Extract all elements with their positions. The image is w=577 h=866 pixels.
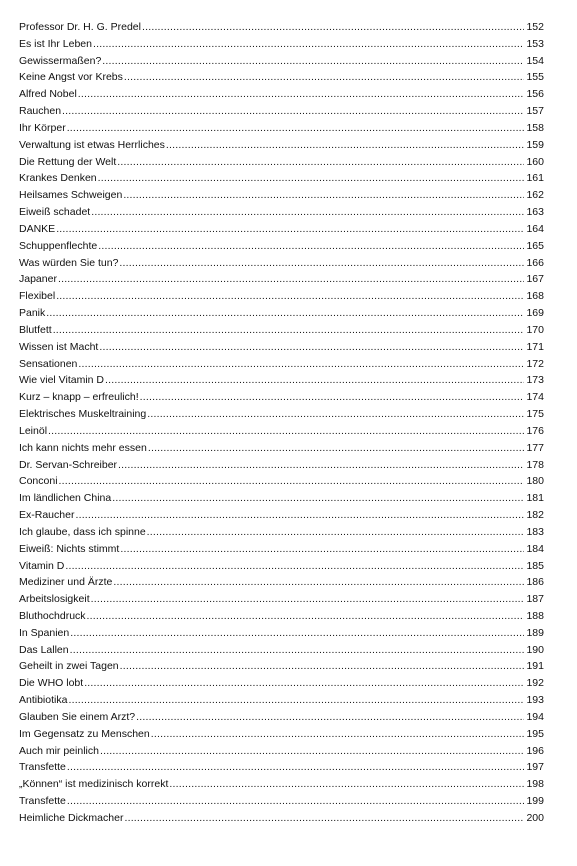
toc-entry-title: Bluthochdruck (19, 609, 86, 622)
dot-leader (56, 288, 524, 305)
toc-entry (19, 238, 544, 255)
toc-entry-page-number: 161 (526, 172, 544, 185)
toc-entry (19, 339, 544, 356)
dot-leader (75, 507, 524, 524)
toc-entry (19, 103, 544, 120)
toc-entry-page-number: 156 (526, 88, 544, 101)
dot-leader (123, 187, 524, 204)
dot-leader (91, 204, 524, 221)
dot-leader (58, 271, 525, 288)
toc-entry-title: Es ist Ihr Leben (19, 37, 92, 50)
dot-leader (100, 743, 525, 760)
toc-entry-title: Auch mir peinlich (19, 744, 99, 757)
toc-entry-title: Ihr Körper (19, 121, 66, 134)
toc-entry-title: Dr. Servan-Schreiber (19, 458, 118, 471)
toc-entry-page-number: 163 (526, 206, 544, 219)
toc-entry-page-number: 175 (526, 408, 544, 421)
dot-leader (78, 356, 524, 373)
toc-entry-page-number: 189 (526, 626, 544, 639)
toc-entry-page-number: 162 (526, 189, 544, 202)
toc-entry-title: Alfred Nobel (19, 88, 77, 101)
toc-entry-title: Professor Dr. H. G. Predel (19, 21, 141, 33)
toc-entry-page-number: 181 (526, 492, 544, 505)
toc-entry-title: Flexibel (19, 290, 56, 303)
toc-entry-title: Conconi (19, 475, 58, 488)
toc-entry (19, 625, 544, 642)
dot-leader (59, 473, 525, 490)
toc-entry-page-number: 186 (526, 576, 544, 589)
dot-leader (46, 305, 524, 322)
toc-entry-page-number: 180 (526, 475, 544, 488)
dot-leader (124, 810, 524, 827)
toc-entry (19, 53, 544, 70)
dot-leader (78, 86, 525, 103)
toc-entry-page-number: 197 (526, 761, 544, 774)
toc-entry-page-number: 191 (526, 660, 544, 673)
toc-entry-page-number: 159 (526, 138, 544, 151)
toc-entry-page-number: 194 (526, 710, 544, 723)
dot-leader (67, 793, 525, 810)
toc-entry-page-number: 167 (526, 273, 544, 286)
dot-leader (98, 238, 524, 255)
toc-entry-title: Glauben Sie einem Arzt? (19, 710, 136, 723)
toc-entry-page-number: 192 (526, 677, 544, 690)
toc-entry-title: Wie viel Vitamin D (19, 374, 104, 387)
toc-entry-title: Verwaltung ist etwas Herrliches (19, 138, 165, 151)
dot-leader (87, 608, 525, 625)
toc-entry-title: Leinöl (19, 424, 48, 437)
toc-entry (19, 658, 544, 675)
toc-entry-page-number: 178 (526, 458, 544, 471)
toc-entry (19, 558, 544, 575)
toc-entry-title: Panik (19, 307, 46, 320)
toc-entry (19, 591, 544, 608)
toc-entry-title: Was würden Sie tun? (19, 256, 119, 269)
dot-leader (70, 642, 525, 659)
toc-entry-title: Kurz – knapp – erfreulich! (19, 391, 139, 404)
toc-entry (19, 271, 544, 288)
toc-entry (19, 490, 544, 507)
toc-entry (19, 406, 544, 423)
toc-entry (19, 726, 544, 743)
toc-entry-title: Wissen ist Macht (19, 340, 99, 353)
toc-entry-title: Heilsames Schweigen (19, 189, 123, 202)
toc-entry-page-number: 158 (526, 121, 544, 134)
toc-entry-title: Eiweiß schadet (19, 206, 91, 219)
toc-entry-title: Elektrisches Muskeltraining (19, 408, 147, 421)
toc-entry-page-number: 183 (526, 525, 544, 538)
toc-entry (19, 524, 544, 541)
toc-entry (19, 608, 544, 625)
toc-entry-title: Gewissermaßen? (19, 54, 102, 67)
toc-entry-page-number: 188 (526, 609, 544, 622)
dot-leader (70, 625, 524, 642)
toc-entry-title: Die Rettung der Welt (19, 155, 117, 168)
toc-entry (19, 288, 544, 305)
dot-leader (136, 709, 524, 726)
toc-entry-title: Transfette (19, 761, 66, 774)
dot-leader (147, 524, 525, 541)
toc-entry (19, 322, 544, 339)
toc-entry-page-number: 165 (526, 239, 544, 252)
toc-entry-page-number: 166 (526, 256, 544, 269)
dot-leader (117, 154, 524, 171)
toc-entry (19, 204, 544, 221)
toc-entry-page-number: 169 (526, 307, 544, 320)
dot-leader (62, 103, 524, 120)
toc-entry (19, 137, 544, 154)
toc-entry-title: Blutfett (19, 323, 52, 336)
toc-entry-page-number: 193 (526, 694, 544, 707)
toc-entry-title: Die WHO lobt (19, 677, 84, 690)
toc-entry-page-number: 155 (526, 71, 544, 84)
toc-entry-page-number: 173 (526, 374, 544, 387)
toc-entry (19, 642, 544, 659)
toc-entry-page-number: 199 (526, 795, 544, 808)
toc-entry-title: Das Lallen (19, 643, 69, 656)
toc-entry-page-number: 198 (526, 778, 544, 791)
toc-entry-title: Ich kann nichts mehr essen (19, 441, 147, 454)
toc-entry (19, 305, 544, 322)
toc-entry (19, 743, 544, 760)
toc-entry-page-number: 168 (526, 290, 544, 303)
toc-entry-title: Heimliche Dickmacher (19, 811, 124, 824)
toc-entry-title: Schuppenflechte (19, 239, 98, 252)
toc-entry-page-number: 172 (526, 357, 544, 370)
toc-entry (19, 389, 544, 406)
toc-entry (19, 356, 544, 373)
toc-entry (19, 759, 544, 776)
toc-entry-title: Im ländlichen China (19, 492, 112, 505)
toc-entry-page-number: 171 (526, 340, 544, 353)
toc-entry (19, 793, 544, 810)
toc-entry (19, 170, 544, 187)
toc-entry (19, 120, 544, 137)
dot-leader (68, 692, 524, 709)
toc-entry-title: Japaner (19, 273, 57, 286)
toc-entry-page-number: 195 (526, 727, 544, 740)
toc-entry-page-number: 176 (526, 424, 544, 437)
toc-entry (19, 154, 544, 171)
toc-entry-title: Transfette (19, 795, 66, 808)
toc-entry-title: Ich glaube, dass ich spinne (19, 525, 146, 538)
toc-entry (19, 473, 544, 490)
toc-entry-title: Rauchen (19, 105, 62, 118)
toc-entry-page-number: 185 (526, 559, 544, 572)
toc-entry (19, 810, 544, 827)
toc-entry-page-number: 196 (526, 744, 544, 757)
table-of-contents (19, 19, 544, 827)
toc-entry-page-number: 182 (526, 509, 544, 522)
dot-leader (112, 490, 524, 507)
toc-entry-title: „Können“ ist medizinisch korrekt (19, 778, 169, 791)
dot-leader (124, 69, 525, 86)
dot-leader (140, 389, 525, 406)
toc-entry (19, 36, 544, 53)
dot-leader (93, 36, 525, 53)
dot-leader (48, 423, 524, 440)
toc-entry (19, 574, 544, 591)
dot-leader (118, 457, 524, 474)
toc-entry (19, 675, 544, 692)
toc-entry (19, 423, 544, 440)
toc-entry-page-number: 174 (526, 391, 544, 404)
toc-entry (19, 19, 544, 36)
dot-leader (99, 339, 524, 356)
dot-leader (166, 137, 525, 154)
dot-leader (65, 558, 524, 575)
toc-entry-title: Mediziner und Ärzte (19, 576, 113, 589)
dot-leader (67, 759, 525, 776)
toc-entry (19, 440, 544, 457)
dot-leader (53, 322, 525, 339)
toc-entry-page-number: 157 (526, 105, 544, 118)
dot-leader (98, 170, 525, 187)
toc-entry (19, 255, 544, 272)
toc-entry-title: Krankes Denken (19, 172, 97, 185)
dot-leader (102, 53, 524, 70)
toc-entry (19, 776, 544, 793)
toc-entry-title: Im Gegensatz zu Menschen (19, 727, 150, 740)
toc-entry (19, 69, 544, 86)
dot-leader (84, 675, 524, 692)
toc-entry-title: Geheilt in zwei Tagen (19, 660, 119, 673)
toc-entry-page-number: 184 (526, 542, 544, 555)
toc-entry-page-number: 187 (526, 593, 544, 606)
toc-entry-title: Arbeitslosigkeit (19, 593, 90, 606)
toc-entry-page-number: 160 (526, 155, 544, 168)
toc-entry-page-number: 177 (526, 441, 544, 454)
toc-entry-page-number: 170 (526, 323, 544, 336)
dot-leader (142, 19, 525, 36)
toc-entry-title: Ex-Raucher (19, 509, 75, 522)
toc-entry-page-number: 190 (526, 643, 544, 656)
dot-leader (105, 372, 524, 389)
toc-entry-page-number: 153 (526, 37, 544, 50)
toc-entry-page-number: 152 (526, 21, 544, 33)
dot-leader (119, 255, 524, 272)
dot-leader (169, 776, 524, 793)
toc-entry (19, 507, 544, 524)
toc-entry-page-number: 200 (526, 811, 544, 824)
dot-leader (120, 658, 525, 675)
dot-leader (120, 541, 524, 558)
toc-entry-title: In Spanien (19, 626, 70, 639)
toc-entry (19, 187, 544, 204)
toc-entry-title: Keine Angst vor Krebs (19, 71, 123, 84)
toc-entry (19, 692, 544, 709)
toc-entry-title: Vitamin D (19, 559, 65, 572)
toc-entry (19, 221, 544, 238)
toc-entry-page-number: 164 (526, 222, 544, 235)
dot-leader (56, 221, 524, 238)
dot-leader (67, 120, 525, 137)
toc-entry-page-number: 154 (526, 54, 544, 67)
dot-leader (147, 406, 524, 423)
toc-entry-title: Antibiotika (19, 694, 68, 707)
dot-leader (113, 574, 524, 591)
toc-entry (19, 709, 544, 726)
dot-leader (91, 591, 525, 608)
dot-leader (151, 726, 525, 743)
toc-entry (19, 457, 544, 474)
toc-entry (19, 541, 544, 558)
toc-entry (19, 372, 544, 389)
toc-entry-title: Sensationen (19, 357, 78, 370)
toc-entry-title: Eiweiß: Nichts stimmt (19, 542, 120, 555)
toc-entry (19, 86, 544, 103)
dot-leader (148, 440, 525, 457)
toc-entry-title: DANKE (19, 222, 56, 235)
